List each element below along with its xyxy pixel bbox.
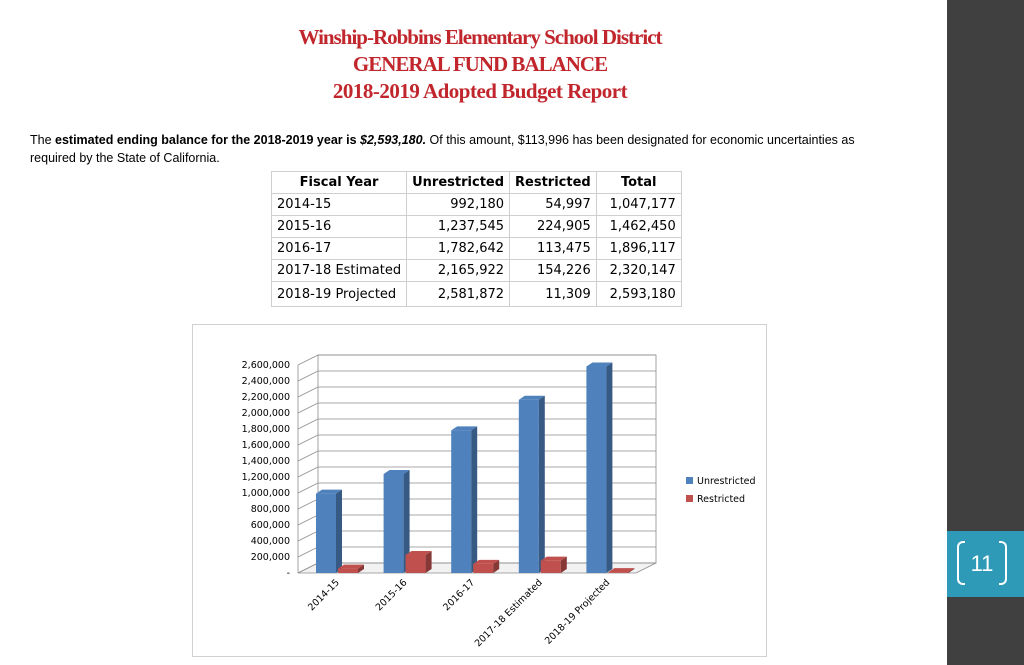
report-year-title: 2018-2019 Adopted Budget Report	[332, 79, 628, 103]
cell-restricted: 154,226	[510, 260, 597, 282]
y-tick-label: 1,800,000	[241, 424, 290, 435]
unrestricted-legend-swatch	[686, 477, 693, 484]
cell-restricted: 11,309	[510, 282, 597, 307]
cell-total: 1,047,177	[596, 194, 681, 216]
restricted-legend-label: Restricted	[697, 494, 746, 505]
cell-unrestricted: 1,782,642	[407, 238, 510, 260]
unrestricted-bar	[316, 494, 336, 573]
unrestricted-bar	[451, 430, 471, 573]
page-number-badge	[947, 531, 1024, 597]
unrestricted-bar	[384, 474, 404, 573]
cell-unrestricted: 2,165,922	[407, 260, 510, 282]
unrestricted-bar-side	[336, 490, 342, 573]
intro-bold: estimated ending balance for the 2018-2019 year is	[55, 133, 361, 147]
unrestricted-bar-side	[539, 396, 545, 573]
table-header-row	[272, 172, 682, 194]
y-tick-label: 1,000,000	[241, 488, 290, 499]
x-category-label: 2017-18 Estimated	[472, 577, 545, 650]
table-row	[272, 194, 682, 216]
cell-year: 2017-18 Estimated	[272, 260, 407, 282]
restricted-bar	[608, 572, 628, 573]
unrestricted-bar	[586, 366, 606, 573]
unrestricted-bar	[519, 400, 539, 573]
cell-year: 2015-16	[272, 216, 407, 238]
cell-unrestricted: 992,180	[407, 194, 510, 216]
table-row	[272, 216, 682, 238]
header-fiscal-year: Fiscal Year	[272, 172, 407, 194]
unrestricted-bar-side	[606, 362, 612, 573]
cell-total: 1,462,450	[596, 216, 681, 238]
y-tick-label: 400,000	[250, 536, 290, 547]
x-category-label: 2015-16	[373, 577, 410, 614]
restricted-bar	[406, 555, 426, 573]
x-category-label: 2014-15	[306, 577, 342, 614]
y-tick-label: 2,000,000	[241, 408, 290, 419]
table-row	[272, 282, 682, 307]
cell-restricted: 113,475	[510, 238, 597, 260]
y-tick-label: 2,200,000	[241, 392, 290, 403]
fund-balance-chart	[192, 324, 767, 657]
page-number: 11	[970, 551, 994, 576]
fund-balance-table	[271, 171, 682, 307]
header-unrestricted: Unrestricted	[407, 172, 510, 194]
cell-restricted: 54,997	[510, 194, 597, 216]
y-tick-label: 1,200,000	[241, 472, 290, 483]
cell-year: 2016-17	[272, 238, 407, 260]
table-row	[272, 238, 682, 260]
x-category-label: 2016-17	[441, 577, 478, 614]
unrestricted-bar-side	[471, 426, 477, 573]
y-tick-label: 600,000	[250, 520, 290, 531]
y-tick-label: 200,000	[250, 552, 290, 563]
cell-total: 2,320,147	[596, 260, 681, 282]
chart-svg	[193, 325, 768, 658]
cell-restricted: 224,905	[510, 216, 597, 238]
table-row	[272, 260, 682, 282]
cell-total: 1,896,117	[596, 238, 681, 260]
y-tick-label: 1,400,000	[241, 456, 290, 467]
intro-lead: The	[30, 133, 56, 147]
cell-year: 2018-19 Projected	[272, 282, 407, 307]
header-restricted: Restricted	[510, 172, 597, 194]
header-total: Total	[596, 172, 681, 194]
restricted-bar	[338, 569, 358, 573]
restricted-bar	[541, 561, 561, 573]
y-tick-label: 1,600,000	[241, 440, 290, 451]
unrestricted-legend-label: Unrestricted	[697, 476, 756, 487]
district-title: Winship-Robbins Elementary School District	[298, 25, 662, 49]
cell-unrestricted: 2,581,872	[407, 282, 510, 307]
intro-paragraph	[30, 131, 890, 167]
restricted-legend-swatch	[686, 495, 693, 502]
y-tick-label: 800,000	[250, 504, 290, 515]
y-tick-label: 2,400,000	[241, 376, 290, 387]
x-category-label: 2018-19 Projected	[542, 577, 613, 647]
restricted-bar	[473, 564, 493, 573]
intro-rest: Of this amount, $113,996 has been designated for economic uncertainties as required by the State of California.	[30, 133, 855, 165]
cell-year: 2014-15	[272, 194, 407, 216]
cell-unrestricted: 1,237,545	[407, 216, 510, 238]
report-subtitle: GENERAL FUND BALANCE	[352, 52, 608, 76]
y-tick-label: 2,600,000	[241, 360, 290, 371]
cell-total: 2,593,180	[596, 282, 681, 307]
y-tick-label: -	[286, 568, 290, 579]
ending-balance-amount: $2,593,180.	[360, 133, 427, 147]
